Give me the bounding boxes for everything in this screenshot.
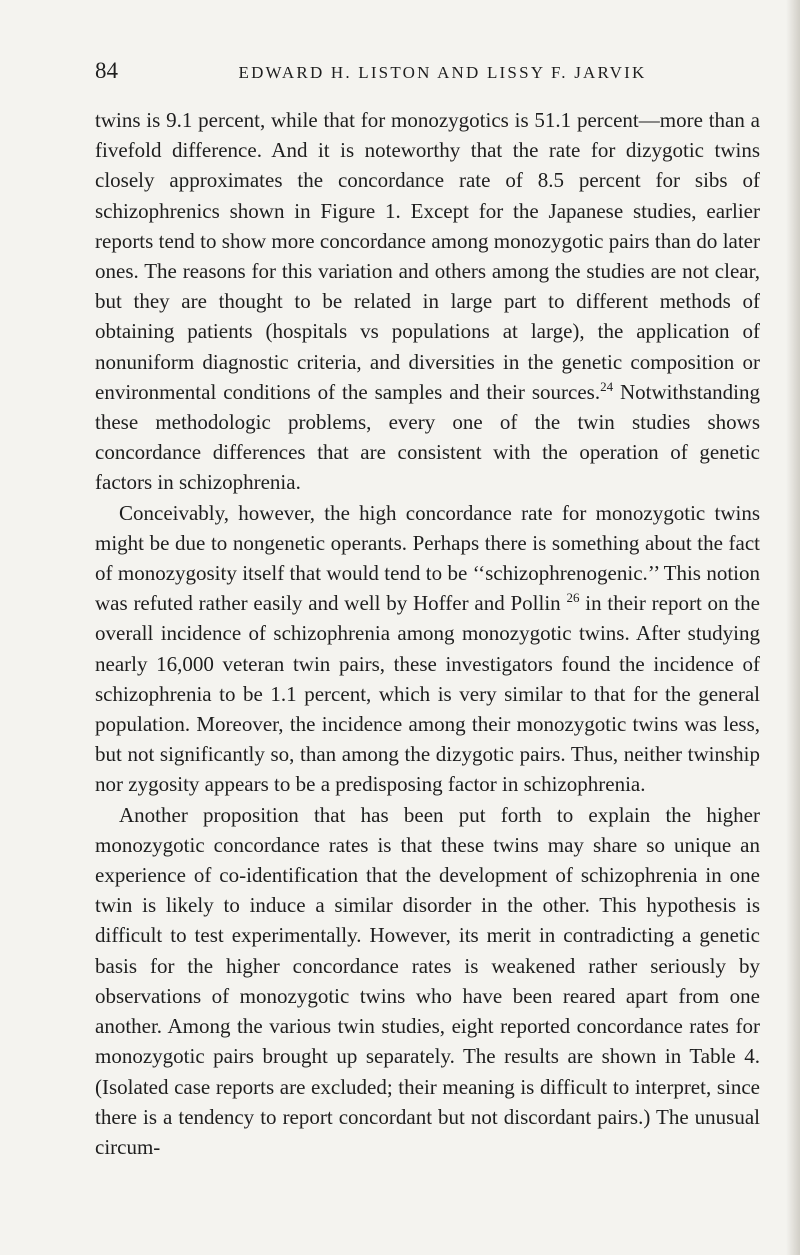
paragraph-3: Another proposition that has been put forth to explain the higher monozygotic concordance rates is that these twins may share so unique an experience of co-identification that the development of schizophrenia in one twin is likely to induce a similar disorder in the other. This hypothesis is difficult to test experimentally. However, its merit in contradicting a genetic basis for the higher concordance rates is weakened rather seriously by observations of monozygotic twins who have been reared apart from one another. Among the various twin studies, eight reported concordance rates for monozygotic pairs brought up separately. The results are shown in Table 4. (Isolated case reports are excluded; their meaning is difficult to interpret, since there is a tendency to report concordant but not discordant pairs.) The unusual circum- <box>95 802 760 1159</box>
paragraph-2-text-b: in their report on the overall incidence of schizophrenia among monozygotic twins. After studying nearly 16,000 veteran twin pairs, these investigators found the incidence of schizophrenia to be 1.1 percent, which is very similar to that for the general population. Moreover, the incidence among their monozygotic twins was less, but not significantly so, than among the dizygotic pairs. Thus, neither twinship nor zygosity appears to be a predisposing factor in schizophrenia. <box>95 591 760 797</box>
paragraph-1-text-a: twins is 9.1 percent, while that for monozygotics is 51.1 percent—more than a fivefold difference. And it is noteworthy that the rate for dizygotic twins closely approximates the concordance rate of 8.5 percent for sibs of schizophrenics shown in Figure 1. Except for the Japanese studies, earlier reports tend to show more concordance among monozygotic pairs than do later ones. The reasons for this variation and others among the studies are not clear, but they are thought to be related in large part to different methods of obtaining patients (hospitals vs populations at large), the application of nonuniform diagnostic criteria, and diversities in the genetic composition or environmental conditions of the samples and their sources. <box>95 108 760 404</box>
running-head: EDWARD H. LISTON AND LISSY F. JARVIK <box>238 63 647 82</box>
page-header <box>95 58 760 88</box>
page-edge-shadow <box>786 0 800 1255</box>
paragraph-1 <box>95 105 760 498</box>
reference-superscript-24: 24 <box>600 378 614 394</box>
paragraph-2-text-a: Conceivably, however, the high concordance rate for monozygotic twins might be due to nongenetic operants. Perhaps there is something about the fact of monozygosity itself that would tend to be ‘‘schizophrenogenic.’’ This notion was refuted rather easily and well by Hoffer and Pollin <box>95 500 760 616</box>
page-number: 84 <box>95 58 118 83</box>
paragraph-2 <box>95 498 760 800</box>
reference-superscript-26: 26 <box>566 590 580 606</box>
body-text <box>95 105 760 1162</box>
paragraph-1-text-b: Notwithstanding these methodologic problems, every one of the twin studies shows concordance differences that are consistent with the operation of genetic factors in schizophrenia. <box>95 379 760 495</box>
